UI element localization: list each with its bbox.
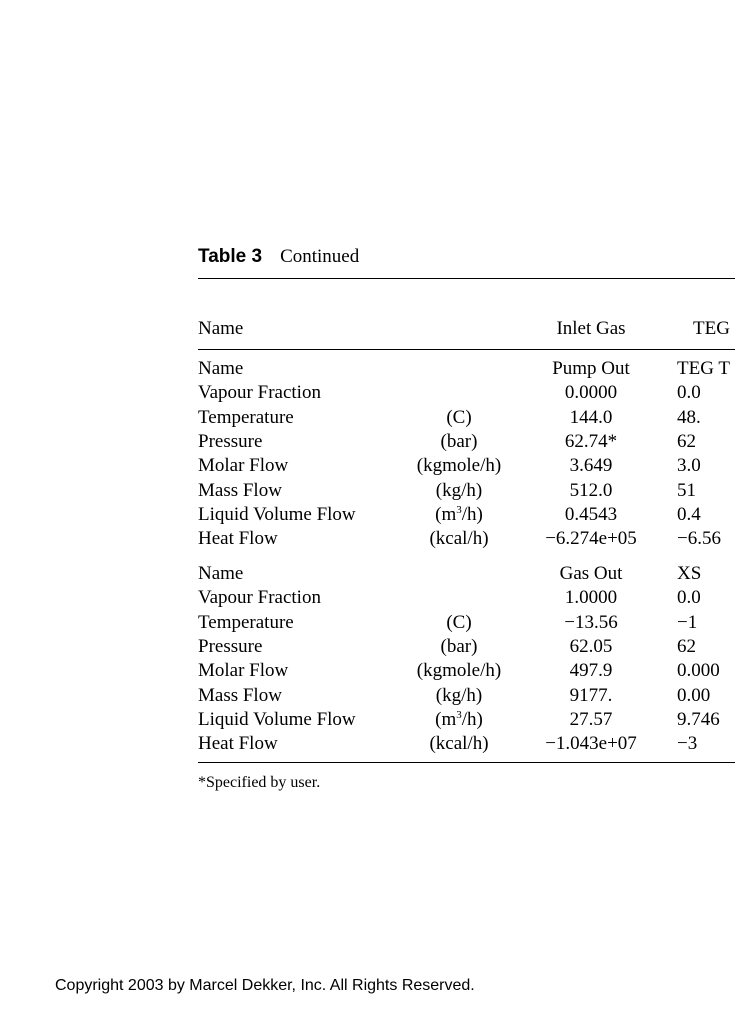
table-number: Table 3 [198,246,263,267]
row-value-col1: 0.0000 [564,382,618,404]
header-rule [198,349,735,350]
row-value-col1: 3.649 [569,455,613,477]
row-label: Mass Flow [198,684,282,706]
row-value-col1: Gas Out [559,563,623,584]
row-value-col1: 0.4543 [564,503,618,525]
row-value-col1: 512.0 [569,479,613,501]
header-col-inlet-gas: Inlet Gas [556,318,626,339]
row-label: Molar Flow [198,455,289,477]
footnote: *Specified by user. [198,774,321,791]
row-label: Heat Flow [198,733,278,755]
row-unit: (kg/h) [435,479,483,501]
top-rule [198,278,735,279]
row-label: Vapour Fraction [198,587,321,609]
row-value-col2: 0.0 [677,587,701,609]
row-unit: (C) [446,611,472,633]
row-value-col2: −1 [677,611,698,633]
table-caption-text: Continued [280,246,360,267]
row-value-col2: 3.0 [677,455,701,477]
row-value-col2: 62 [677,635,696,657]
row-value-col2: 9.746 [677,708,720,730]
row-value-col1: 62.05 [569,635,613,657]
row-value-col2: −3 [677,733,698,755]
row-unit: (C) [446,406,472,428]
row-value-col2: −6.56 [677,528,721,550]
row-value-col1: 62.74* [564,430,618,452]
row-unit: $(m^3/h)$ [435,503,483,525]
row-unit: (bar) [440,635,478,657]
row-label: Vapour Fraction [198,382,321,404]
row-label: Pressure [198,635,263,657]
row-value-col2: 51 [677,479,696,501]
row-label: Name [198,563,244,584]
row-value-col2: XS [677,563,702,584]
row-label: Name [198,358,244,379]
row-value-col1: −1.043e+07 [545,733,637,755]
bottom-rule [198,762,735,763]
row-label: Molar Flow [198,660,289,682]
header-col-teg: TEG [693,318,730,339]
row-value-col1: 1.0000 [564,587,618,609]
row-value-col2: TEG T [677,358,730,379]
row-label: Temperature [198,406,294,428]
row-value-col1: 27.57 [569,708,613,730]
row-value-col1: −13.56 [564,611,618,633]
row-unit: $(m^3/h)$ [435,708,483,730]
row-unit: (kgmole/h) [416,455,502,477]
row-label: Pressure [198,430,263,452]
row-unit: (kcal/h) [429,733,489,755]
row-value-col2: 48. [677,406,701,428]
row-value-col1: 144.0 [569,406,613,428]
row-label: Mass Flow [198,479,282,501]
row-label: Liquid Volume Flow [198,503,356,525]
row-value-col1: 9177. [569,684,613,706]
row-unit: (bar) [440,430,478,452]
row-label: Liquid Volume Flow [198,708,356,730]
row-value-col1: 497.9 [569,660,613,682]
row-label: Temperature [198,611,294,633]
row-value-col1: −6.274e+05 [545,528,637,550]
table-caption [198,246,359,268]
row-unit: (kcal/h) [429,528,489,550]
row-value-col1: Pump Out [552,358,630,379]
header-name: Name [198,318,244,339]
row-value-col2: 0.4 [677,503,701,525]
row-unit: (kgmole/h) [416,660,502,682]
row-value-col2: 62 [677,430,696,452]
row-value-col2: 0.0 [677,382,701,404]
row-value-col2: 0.000 [677,660,720,682]
copyright-notice: Copyright 2003 by Marcel Dekker, Inc. All Rights Reserved. [55,977,475,994]
row-unit: (kg/h) [435,684,483,706]
row-label: Heat Flow [198,528,278,550]
row-value-col2: 0.00 [677,684,711,706]
